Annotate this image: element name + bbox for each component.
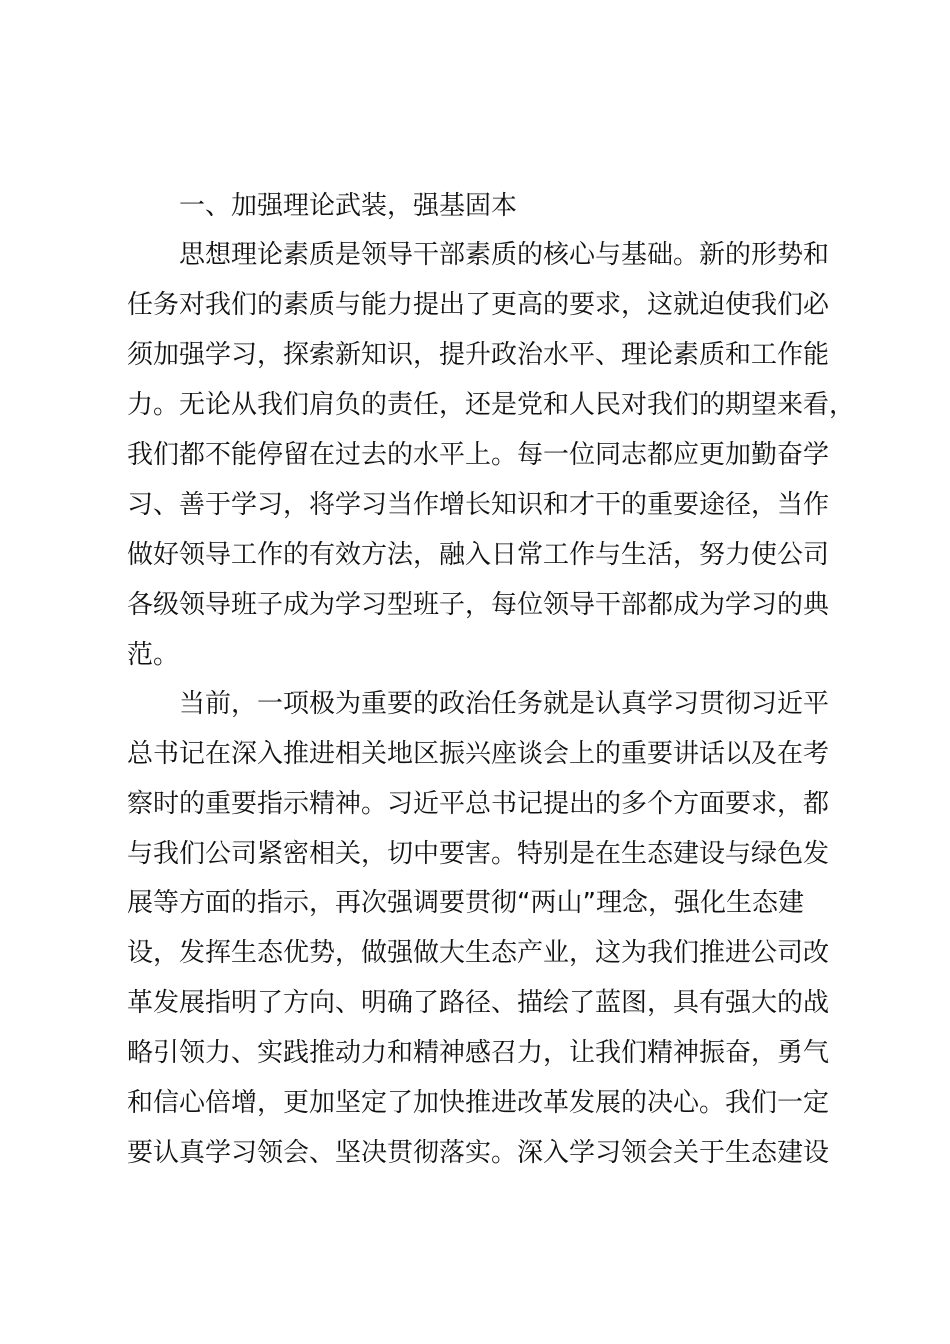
paragraph-line: 我们都不能停留在过去的水平上。每一位同志都应更加勤奋学	[127, 440, 830, 470]
paragraph-line: 范。	[127, 640, 180, 670]
paragraph-line: 做好领导工作的有效方法，融入日常工作与生活，努力使公司	[127, 540, 830, 570]
paragraph-line: 任务对我们的素质与能力提出了更高的要求，这就迫使我们必	[127, 290, 830, 320]
paragraph-line: 力。无论从我们肩负的责任，还是党和人民对我们的期望来看，	[127, 390, 856, 420]
paragraph-line: 当前，一项极为重要的政治任务就是认真学习贯彻习近平	[179, 689, 830, 719]
paragraph-line: 要认真学习领会、坚决贯彻落实。深入学习领会关于生态建设	[127, 1138, 830, 1168]
paragraph-line: 各级领导班子成为学习型班子，每位领导干部都成为学习的典	[127, 590, 830, 620]
paragraph-line: 思想理论素质是领导干部素质的核心与基础。新的形势和	[179, 240, 830, 270]
paragraph-line: 察时的重要指示精神。习近平总书记提出的多个方面要求，都	[127, 789, 830, 819]
paragraph-line: 总书记在深入推进相关地区振兴座谈会上的重要讲话以及在考	[127, 739, 830, 769]
paragraph-line: 略引领力、实践推动力和精神感召力，让我们精神振奋，勇气	[127, 1038, 830, 1068]
paragraph-line: 设，发挥生态优势，做强做大生态产业，这为我们推进公司改	[127, 938, 830, 968]
paragraph-line: 革发展指明了方向、明确了路径、描绘了蓝图，具有强大的战	[127, 988, 830, 1018]
paragraph-line: 须加强学习，探索新知识，提升政治水平、理论素质和工作能	[127, 340, 830, 370]
section-heading: 一、加强理论武装，强基固本	[179, 191, 518, 221]
paragraph-line: 习、善于学习，将学习当作增长知识和才干的重要途径，当作	[127, 490, 830, 520]
paragraph-line: 展等方面的指示，再次强调要贯彻“两山”理念，强化生态建	[127, 888, 804, 918]
paragraph-line: 和信心倍增，更加坚定了加快推进改革发展的决心。我们一定	[127, 1088, 830, 1118]
paragraph-line: 与我们公司紧密相关，切中要害。特别是在生态建设与绿色发	[127, 839, 830, 869]
